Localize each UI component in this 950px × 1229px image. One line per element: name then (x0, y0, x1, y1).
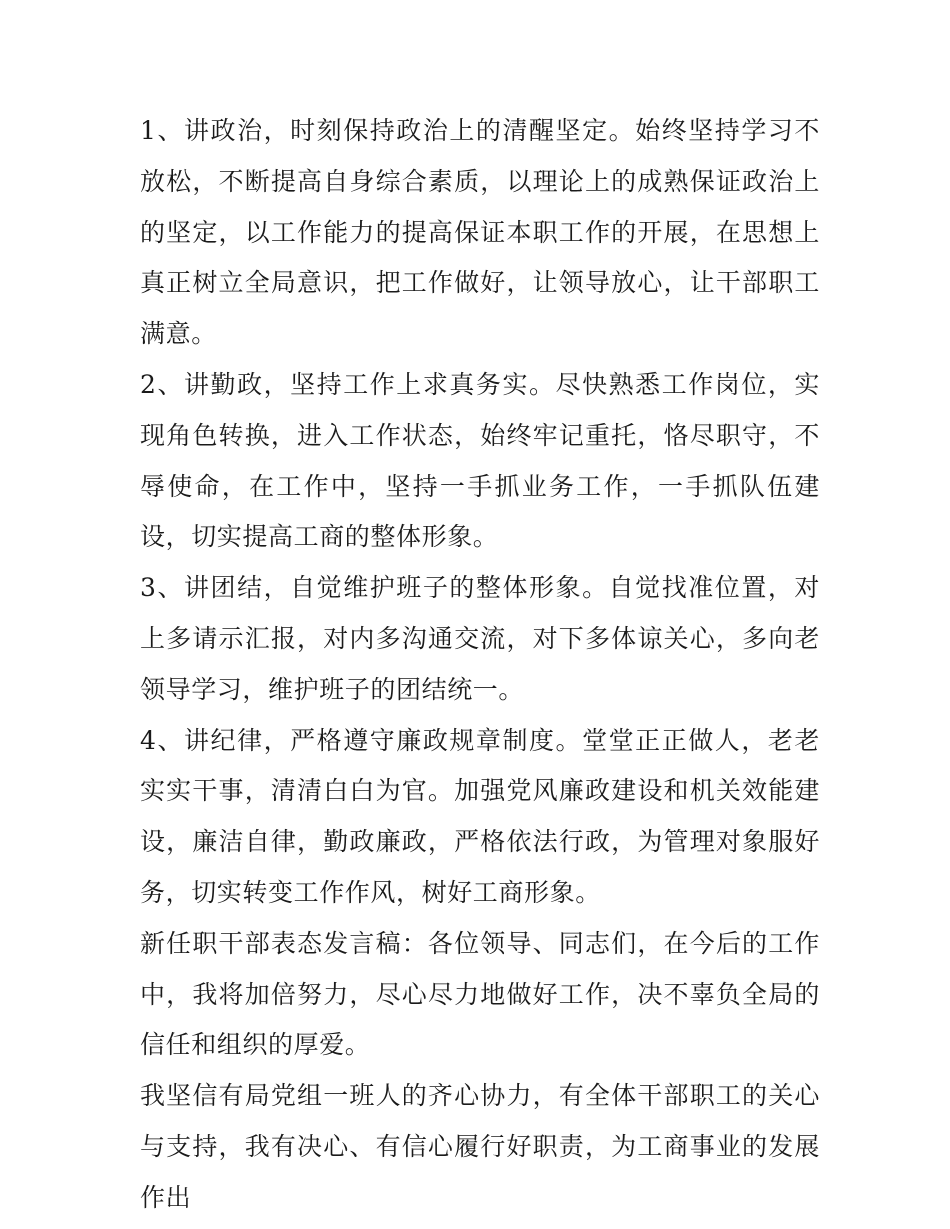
paragraph-discipline: 4、讲纪律，严格遵守廉政规章制度。堂堂正正做人，老老实实干事，清清白白为官。加强党风廉政建设和机关效能建设，廉洁自律，勤政廉政，严格依法行政，为管理对象服好务，切实转变工作作风，树好工商形象。 (140, 725, 820, 907)
paragraph-speech-intro: 新任职干部表态发言稿：各位领导、同志们，在今后的工作中，我将加倍努力，尽心尽力地做好工作，决不辜负全局的信任和组织的厚爱。 (140, 928, 820, 1060)
document-body (140, 106, 820, 1224)
paragraph-diligence: 2、讲勤政，坚持工作上求真务实。尽快熟悉工作岗位，实现角色转换，进入工作状态，始终牢记重托，恪尽职守，不辱使命，在工作中，坚持一手抓业务工作，一手抓队伍建设，切实提高工商的整体形象。 (140, 369, 820, 552)
paragraph-unity: 3、讲团结，自觉维护班子的整体形象。自觉找准位置，对上多请示汇报，对内多沟通交流，对下多体谅关心，多向老领导学习，维护班子的团结统一。 (140, 573, 820, 704)
paragraph-politics: 1、讲政治，时刻保持政治上的清醒坚定。始终坚持学习不放松，不断提高自身综合素质，以理论上的成熟保证政治上的坚定，以工作能力的提高保证本职工作的开展，在思想上真正树立全局意识，把工作做好，让领导放心，让干部职工满意。 (140, 116, 820, 349)
paragraph-confidence: 我坚信有局党组一班人的齐心协力，有全体干部职工的关心与支持，我有决心、有信心履行好职责，为工商事业的发展作出 (140, 1081, 820, 1212)
